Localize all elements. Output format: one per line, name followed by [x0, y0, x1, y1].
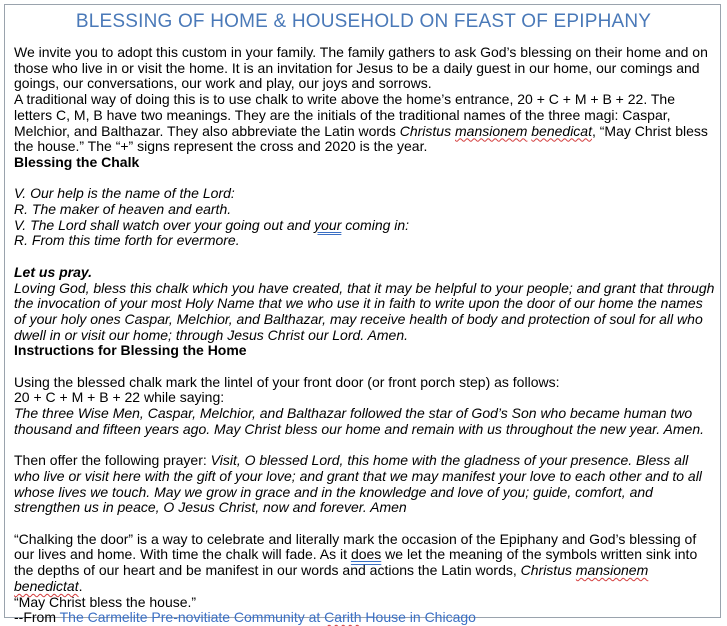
spacer [14, 359, 716, 375]
source-link-before: The Carmelite Pre-novitiate Community at [59, 609, 325, 626]
source-line [14, 610, 716, 626]
intro-paragraph: We invite you to adopt this custom in your family. The family gathers to ask God’s blessing on their home and on those who live in or visit the home. It is an invitation for Jesus to be a daily guest in our home, our comings and goings, our conversations, our work and play, our joys and sorrows. [14, 44, 708, 92]
closing-latin-benedictat: benedictat [14, 577, 79, 594]
versicle-2-after: coming in: [341, 216, 410, 233]
closing-period: . [78, 577, 83, 594]
chalk-prayer: Loving God, bless this chalk which you have created, that it may be helpful to your people; and grant that through the invocation of your most Holy Name that we who use it in faith to write upon the door of our home the names of your holy ones Caspar, Melchior, and Balthazar, may receive health of body and protection of soul for all who dwell in or visit our home; through Jesus Christ our Lord. Amen. [14, 279, 715, 343]
tradition-text-after: , “May Christ bless the house.” The “+” signs represent the cross and 2020 is the year. [14, 122, 708, 155]
latin-word-christus: Christus [399, 122, 452, 139]
blessing-chalk-heading: Blessing the Chalk [14, 153, 140, 170]
source-prefix: --From [14, 609, 60, 626]
versicle-1: V. Our help is the name of the Lord: [14, 185, 235, 202]
source-link-after: House in Chicago [361, 609, 476, 626]
instructions-heading: Instructions for Blessing the Home [14, 342, 247, 359]
document-body [14, 45, 716, 626]
latin-word-benedicat: benedicat [531, 122, 592, 139]
tradition-text-before: A traditional way of doing this is to use chalk to write above the home’s entrance, 20 + C + M + B + 22. The letters C, M, B have two meanings. They are the initials of the traditional names of the three magi: Caspar, Melchior, and Balthazar. They also abbreviate the Latin words [14, 91, 675, 139]
versicle-2-your: your [314, 216, 342, 233]
tradition-paragraph [14, 92, 716, 155]
closing-latin-christus: Christus [520, 562, 572, 579]
final-prayer-lead: Then offer the following prayer: [14, 452, 211, 469]
spacer [14, 249, 716, 265]
spacer [14, 516, 716, 532]
response-2: R. From this time forth for evermore. [14, 232, 240, 249]
let-us-pray-heading: Let us pray. [14, 263, 93, 280]
closing-before: “Chalking the door” is a way to celebrate and literally mark the occasion of the Epiphany and God’s blessing of our lives and home. With time the chalk will fade. As it [14, 530, 697, 563]
closing-latin-mansionem: mansionem [575, 562, 649, 579]
latin-word-mansionem: mansionem [455, 122, 528, 139]
spacer [14, 171, 716, 187]
instructions-saying: The three Wise Men, Caspar, Melchior, and Balthazar followed the star of God’s Son who became human two thousand and fifteen years ago. May Christ bless our home and remain with us throughout the new year. Amen. [14, 405, 705, 437]
response-1: R. The maker of heaven and earth. [14, 201, 232, 218]
closing-translation: “May Christ bless the house.” [14, 593, 197, 610]
source-link-carith: Carith [324, 609, 362, 626]
spacer [14, 438, 716, 454]
versicle-2 [14, 218, 716, 234]
page-title: BLESSING OF HOME & HOUSEHOLD ON FEAST OF EPIPHANY [75, 11, 652, 32]
versicle-2-before: V. The Lord shall watch over your going out and [14, 216, 315, 233]
document-page [4, 4, 721, 626]
instructions-line-2: 20 + C + M + B + 22 while saying: [14, 389, 225, 406]
final-prayer-text: Visit, O blessed Lord, this home with the gladness of your presence. Bless all who live or visit here with the gift of your love; and grant that we may manifest your love to each other and to all whose lives we touch. May we grow in grace and in the knowledge and love of you; guide, comfort, and strengthen us in peace, O Jesus Christ, now and forever. Amen [14, 452, 702, 516]
closing-paragraph [14, 532, 716, 611]
closing-after: we let the meaning of the symbols written sink into the depths of our heart and be manifest in our words and actions the Latin words, [14, 546, 698, 579]
instructions-line-1: Using the blessed chalk mark the lintel of your front door (or front porch step) as follows: [14, 373, 560, 390]
closing-does: does [350, 546, 382, 563]
final-prayer-paragraph [14, 453, 716, 516]
